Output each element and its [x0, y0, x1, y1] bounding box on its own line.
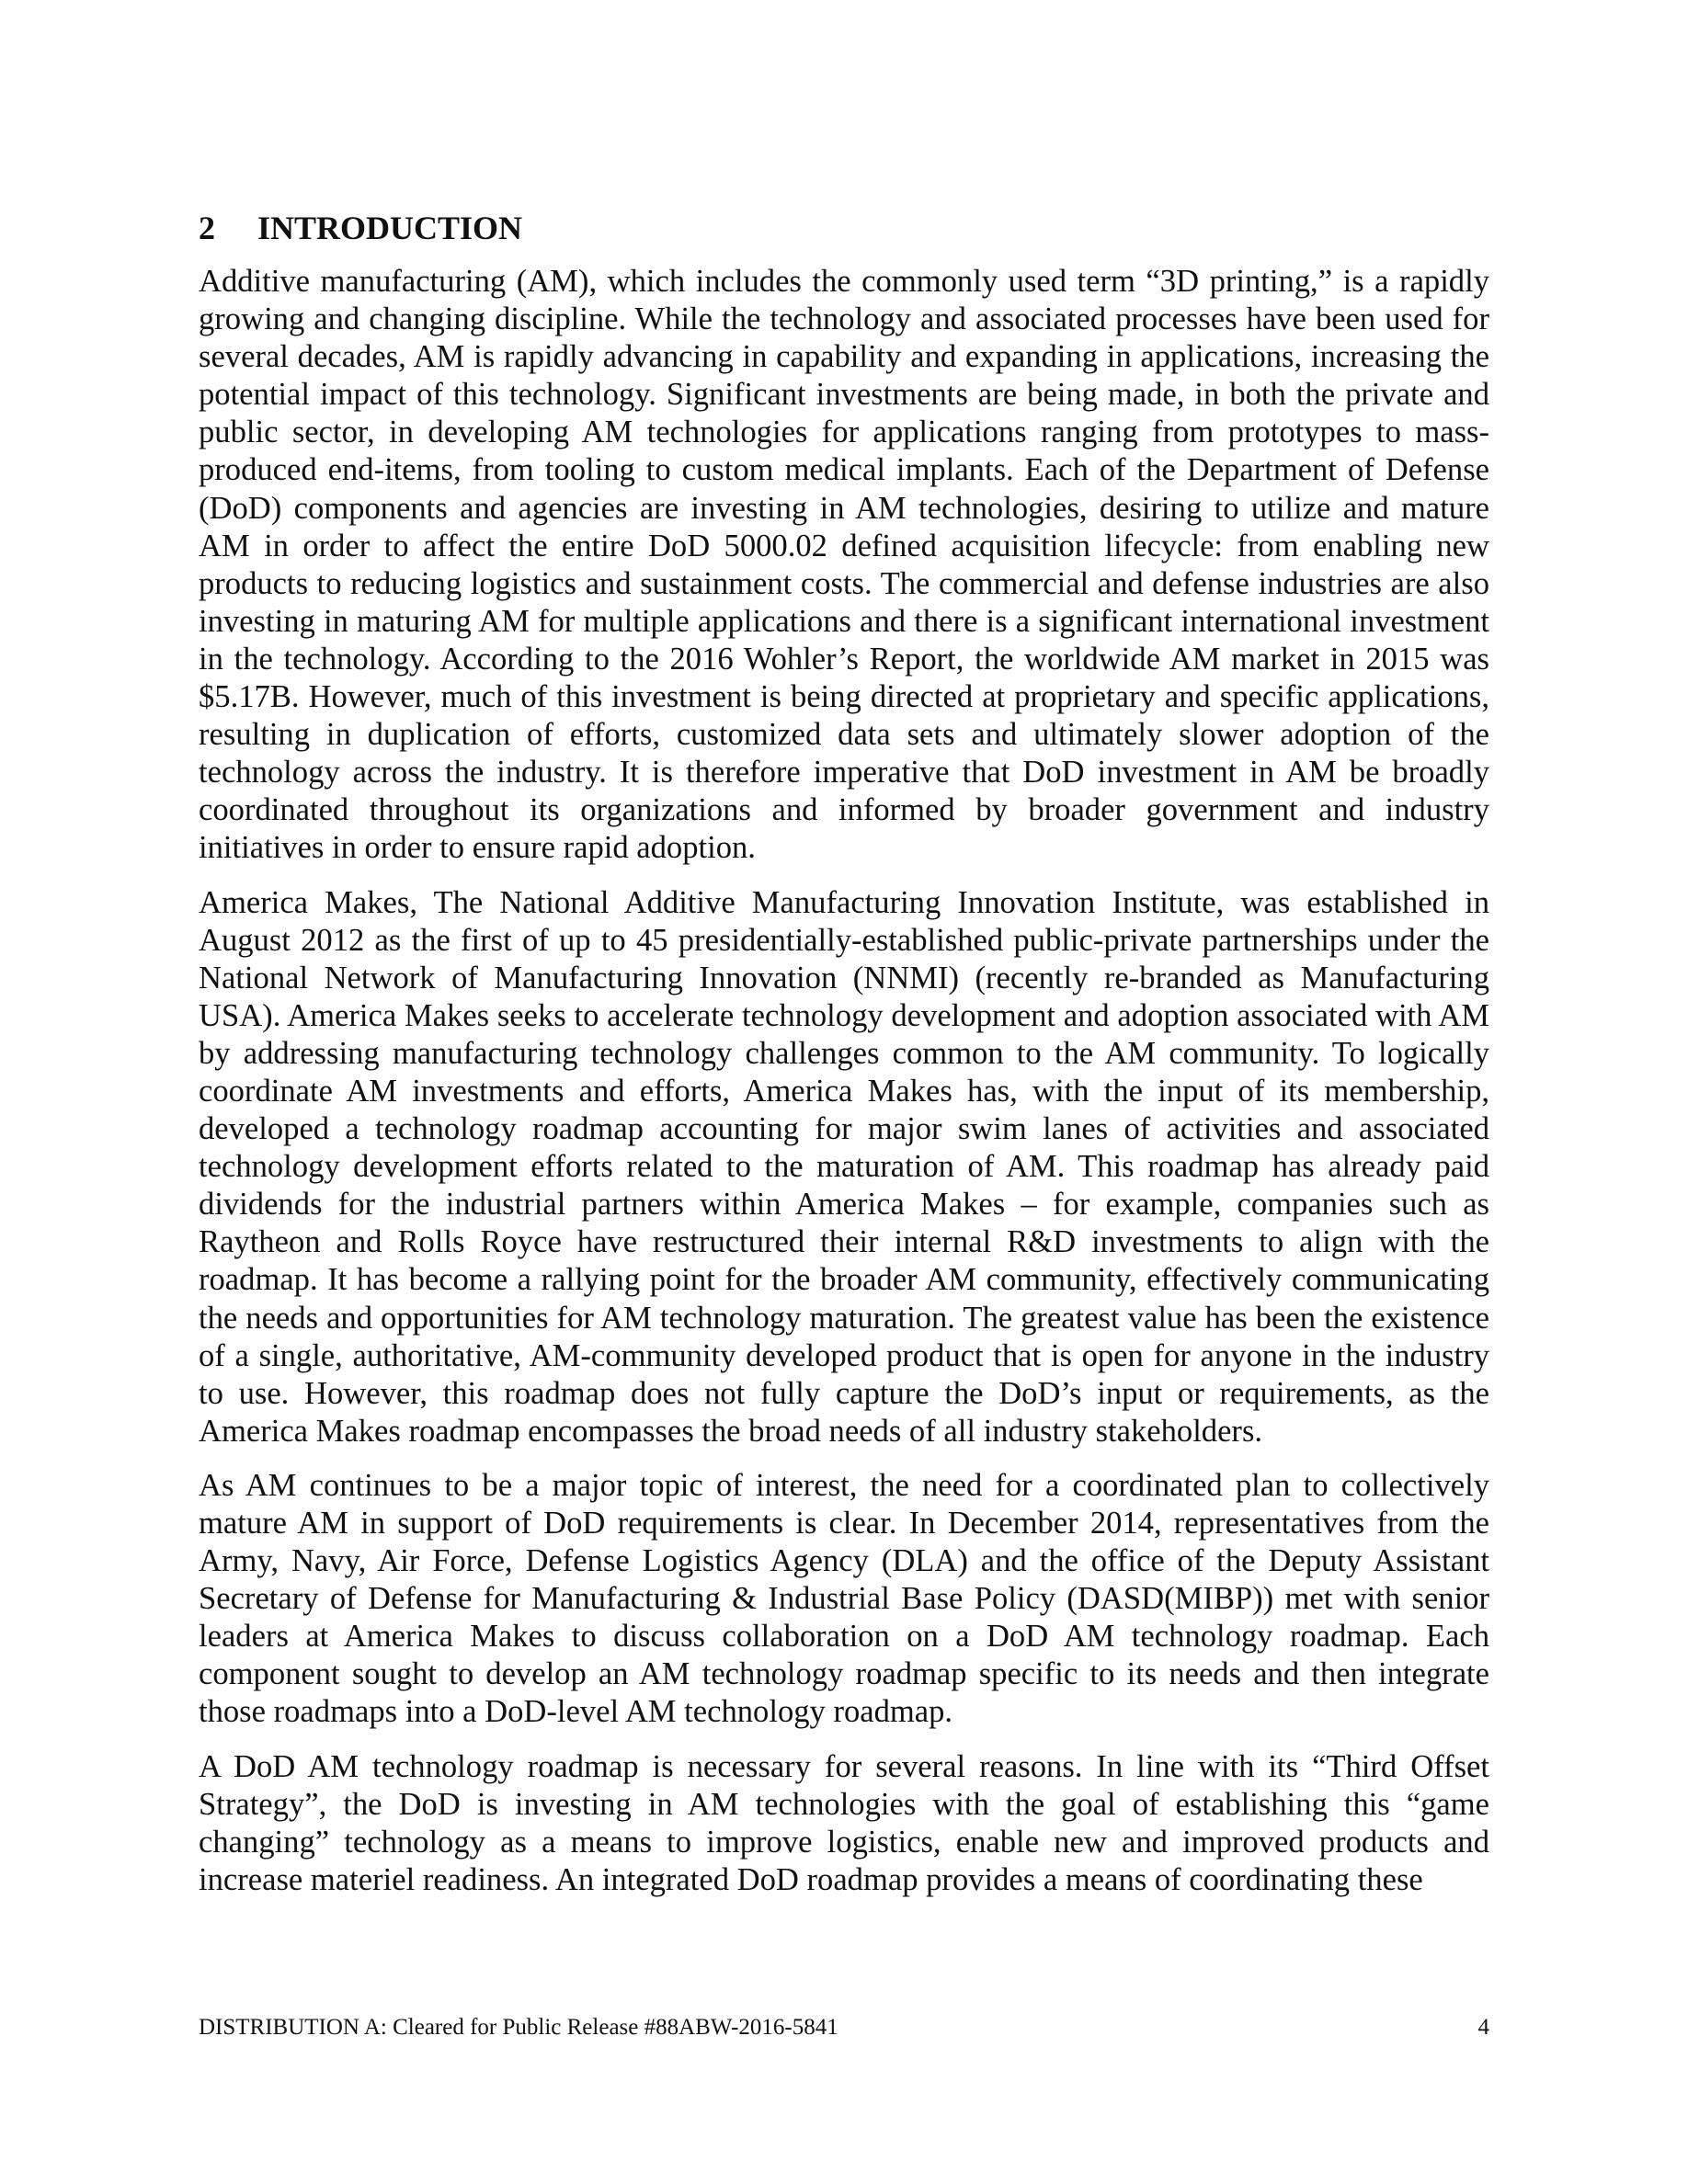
page-number: 4	[1477, 2015, 1489, 2040]
paragraph-2: America Makes, The National Additive Manufacturing Innovation Institute, was established in August 2012 as the first of up to 45 presidentially-established public-private partnerships under the National Network of Manufacturing Innovation (NNMI) (recently re-branded as Manufacturing USA). America Makes seeks to accelerate technology development and adoption associated with AM by addressing manufacturing technology challenges common to the AM community. To logically coordinate AM investments and efforts, America Makes has, with the input of its membership, developed a technology roadmap accounting for major swim lanes of activities and associated technology development efforts related to the maturation of AM. This roadmap has already paid dividends for the industrial partners within America Makes – for example, companies such as Raytheon and Rolls Royce have restructured their internal R&D investments to align with the roadmap. It has become a rallying point for the broader AM community, effectively communicating the needs and opportunities for AM technology maturation. The greatest value has been the existence of a single, authoritative, AM-community developed product that is open for anyone in the industry to use. However, this roadmap does not fully capture the DoD’s input or requirements, as the America Makes roadmap encompasses the broad needs of all industry stakeholders.	[199, 884, 1489, 1449]
paragraph-1: Additive manufacturing (AM), which includes the commonly used term “3D printing,” is a rapidly growing and changing discipline. While the technology and associated processes have been used for several decades, AM is rapidly advancing in capability and expanding in applications, increasing the potential impact of this technology. Significant investments are being made, in both the private and public sector, in developing AM technologies for applications ranging from prototypes to mass-produced end-items, from tooling to custom medical implants. Each of the Department of Defense (DoD) components and agencies are investing in AM technologies, desiring to utilize and mature AM in order to affect the entire DoD 5000.02 defined acquisition lifecycle: from enabling new products to reducing logistics and sustainment costs. The commercial and defense industries are also investing in maturing AM for multiple applications and there is a significant international investment in the technology. According to the 2016 Wohler’s Report, the worldwide AM market in 2015 was $5.17B. However, much of this investment is being directed at proprietary and specific applications, resulting in duplication of efforts, customized data sets and ultimately slower adoption of the technology across the industry. It is therefore imperative that DoD investment in AM be broadly coordinated throughout its organizations and informed by broader government and industry initiatives in order to ensure rapid adoption.	[199, 264, 1489, 866]
section-heading	[199, 208, 1486, 248]
section-number: 2	[199, 210, 215, 246]
distribution-statement: DISTRIBUTION A: Cleared for Public Release #88ABW-2016-5841	[199, 2015, 838, 2040]
paragraph-3: As AM continues to be a major topic of interest, the need for a coordinated plan to collectively mature AM in support of DoD requirements is clear. In December 2014, representatives from the Army, Navy, Air Force, Defense Logistics Agency (DLA) and the office of the Deputy Assistant Secretary of Defense for Manufacturing & Industrial Base Policy (DASD(MIBP)) met with senior leaders at America Makes to discuss collaboration on a DoD AM technology roadmap. Each component sought to develop an AM technology roadmap specific to its needs and then integrate those roadmaps into a DoD-level AM technology roadmap.	[199, 1467, 1489, 1730]
paragraph-4: A DoD AM technology roadmap is necessary for several reasons. In line with its “Third Offset Strategy”, the DoD is investing in AM technologies with the goal of establishing this “game changing” technology as a means to improve logistics, enable new and improved products and increase materiel readiness. An integrated DoD roadmap provides a means of coordinating these	[199, 1748, 1489, 1897]
body-text	[199, 263, 1489, 1916]
section-title: INTRODUCTION	[257, 210, 523, 246]
